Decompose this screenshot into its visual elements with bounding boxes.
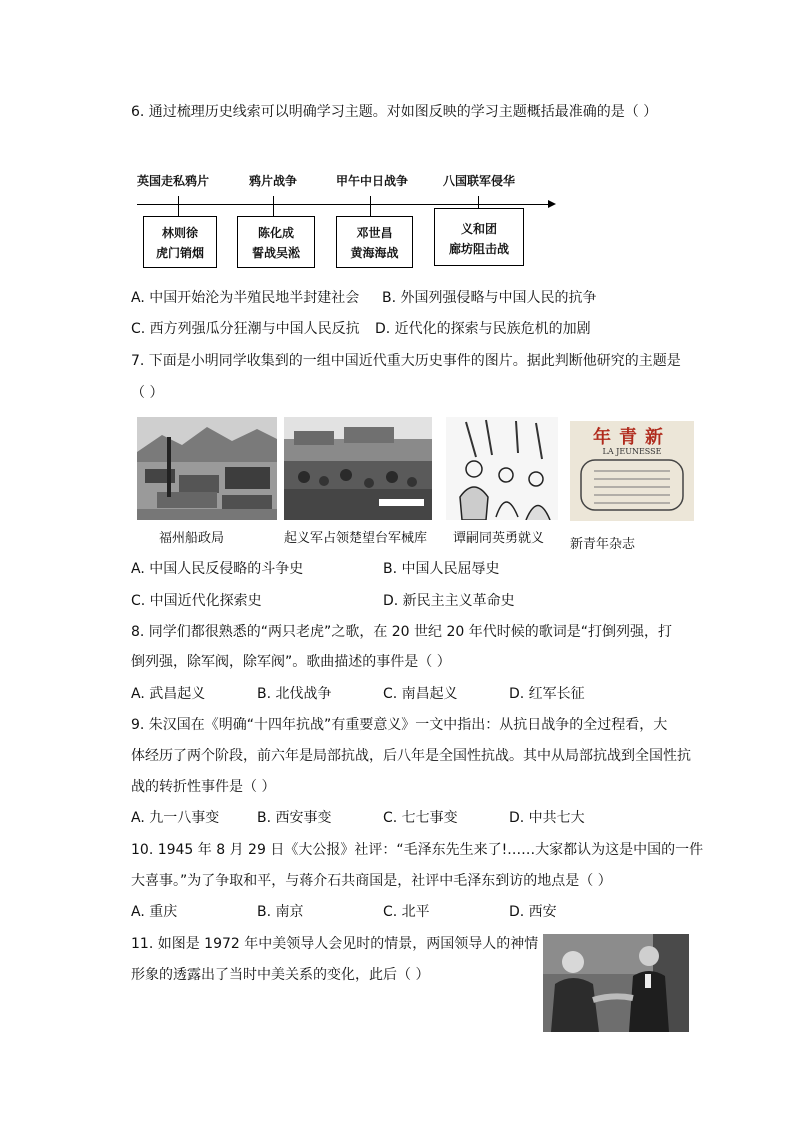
timeline-box-1-line2: 虎门销烟 [155,246,204,260]
timeline-label-4: 八国联军侵华 [443,174,516,188]
q6-option-b: B. 外国列强侵略与中国人民的抗争 [382,290,597,306]
timeline-tick-1 [178,196,179,216]
timeline-box-4-line2: 廊坊阻击战 [448,242,509,256]
q11-stem-line2: 形象的透露出了当时中美关系的变化，此后（ ） [131,967,430,983]
timeline-box-4-line1: 义和团 [460,222,497,236]
timeline-tick-3 [370,196,371,216]
timeline-box-2-line1: 陈化成 [257,226,294,240]
timeline-label-3: 甲午中日战争 [336,174,409,188]
caption-2: 起义军占领楚望台军械库 [284,531,428,546]
timeline-tick-2 [273,196,274,216]
q10-stem-line2: 大喜事。”为了争取和平，与蒋介石共商国是，社评中毛泽东到访的地点是（ ） [131,873,612,889]
q8-option-a: A. 武昌起义 [131,686,206,702]
q7-stem-line1: 7. 下面是小明同学收集到的一组中国近代重大历史事件的图片。据此判断他研究的主题是 [131,353,681,369]
photo-new-youth-magazine [570,421,694,521]
q8-option-c: C. 南昌起义 [383,686,458,702]
timeline-box-2-line2: 誓战吴淞 [251,246,300,260]
q7-stem-line2: （ ） [131,385,164,401]
q10-stem-line1: 10. 1945 年 8 月 29 日《大公报》社评：“毛泽东先生来了!……大家都认为这是中国的一件 [131,842,704,858]
shipyard-image [137,417,277,520]
timeline-box-3-line2: 黄海海战 [350,246,399,260]
q10-option-c: C. 北平 [383,904,430,920]
timeline-box-4 [434,208,524,266]
q9-option-b: B. 西安事变 [257,810,332,826]
q11-stem-line1: 11. 如图是 1972 年中美领导人会见时的情景，两国领导人的神情 [131,936,539,952]
timeline-box-3 [336,216,413,268]
q10-option-d: D. 西安 [509,904,557,920]
caption-4: 新青年杂志 [570,537,636,552]
caption-1: 福州船政局 [159,531,225,546]
magazine-subtitle: LA JEUNESSE [602,447,662,456]
q9-option-d: D. 中共七大 [509,810,585,826]
timeline-box-1-line1: 林则徐 [161,226,198,240]
photo-chuwangtai-armory [284,417,432,520]
caption-3: 谭嗣同英勇就义 [453,531,545,546]
photo-1972-leaders-meeting [543,934,689,1032]
q6-option-c: C. 西方列强瓜分狂潮与中国人民反抗 [131,321,360,337]
photo-fuzhou-shipyard [137,417,277,520]
q7-option-b: B. 中国人民屈辱史 [383,561,500,577]
magazine-frame [580,459,684,511]
magazine-title: 年青新 [593,427,671,448]
q9-option-a: A. 九一八事变 [131,810,220,826]
tan-sitong-drawing [446,417,558,520]
photo-tan-sitong [446,417,558,520]
timeline-axis [137,204,550,205]
timeline-label-2: 鸦片战争 [249,174,298,188]
q6-option-a: A. 中国开始沦为半殖民地半封建社会 [131,290,360,306]
q10-option-b: B. 南京 [257,904,304,920]
q6-stem: 6. 通过梳理历史线索可以明确学习主题。对如图反映的学习主题概括最准确的是（ ） [131,104,658,120]
armory-image [284,417,432,520]
leaders-handshake-image [543,934,689,1032]
q10-option-a: A. 重庆 [131,904,178,920]
timeline-box-2 [237,216,315,268]
q9-stem-line2: 体经历了两个阶段，前六年是局部抗战，后八年是全国性抗战。其中从局部抗战到全国性抗 [131,748,691,764]
q6-option-d: D. 近代化的探索与民族危机的加剧 [375,321,591,337]
q9-option-c: C. 七七事变 [383,810,458,826]
q9-stem-line3: 战的转折性事件是（ ） [131,779,276,795]
q7-option-c: C. 中国近代化探索史 [131,593,262,609]
timeline-tick-4 [478,196,479,208]
timeline-box-3-line1: 邓世昌 [356,226,393,240]
q8-stem-line1: 8. 同学们都很熟悉的“两只老虎”之歌，在 20 世纪 20 年代时候的歌词是“打倒列强，打 [131,624,672,640]
q7-option-a: A. 中国人民反侵略的斗争史 [131,561,304,577]
timeline-arrow [548,200,556,208]
q9-stem-line1: 9. 朱汉国在《明确“十四年抗战”有重要意义》一文中指出：从抗日战争的全过程看，大 [131,717,668,733]
q8-option-b: B. 北伐战争 [257,686,332,702]
q8-option-d: D. 红军长征 [509,686,585,702]
timeline-label-1: 英国走私鸦片 [137,174,210,188]
q7-option-d: D. 新民主主义革命史 [383,593,515,609]
timeline-box-1 [143,216,217,268]
q8-stem-line2: 倒列强，除军阀，除军阀”。歌曲描述的事件是（ ） [131,654,451,670]
